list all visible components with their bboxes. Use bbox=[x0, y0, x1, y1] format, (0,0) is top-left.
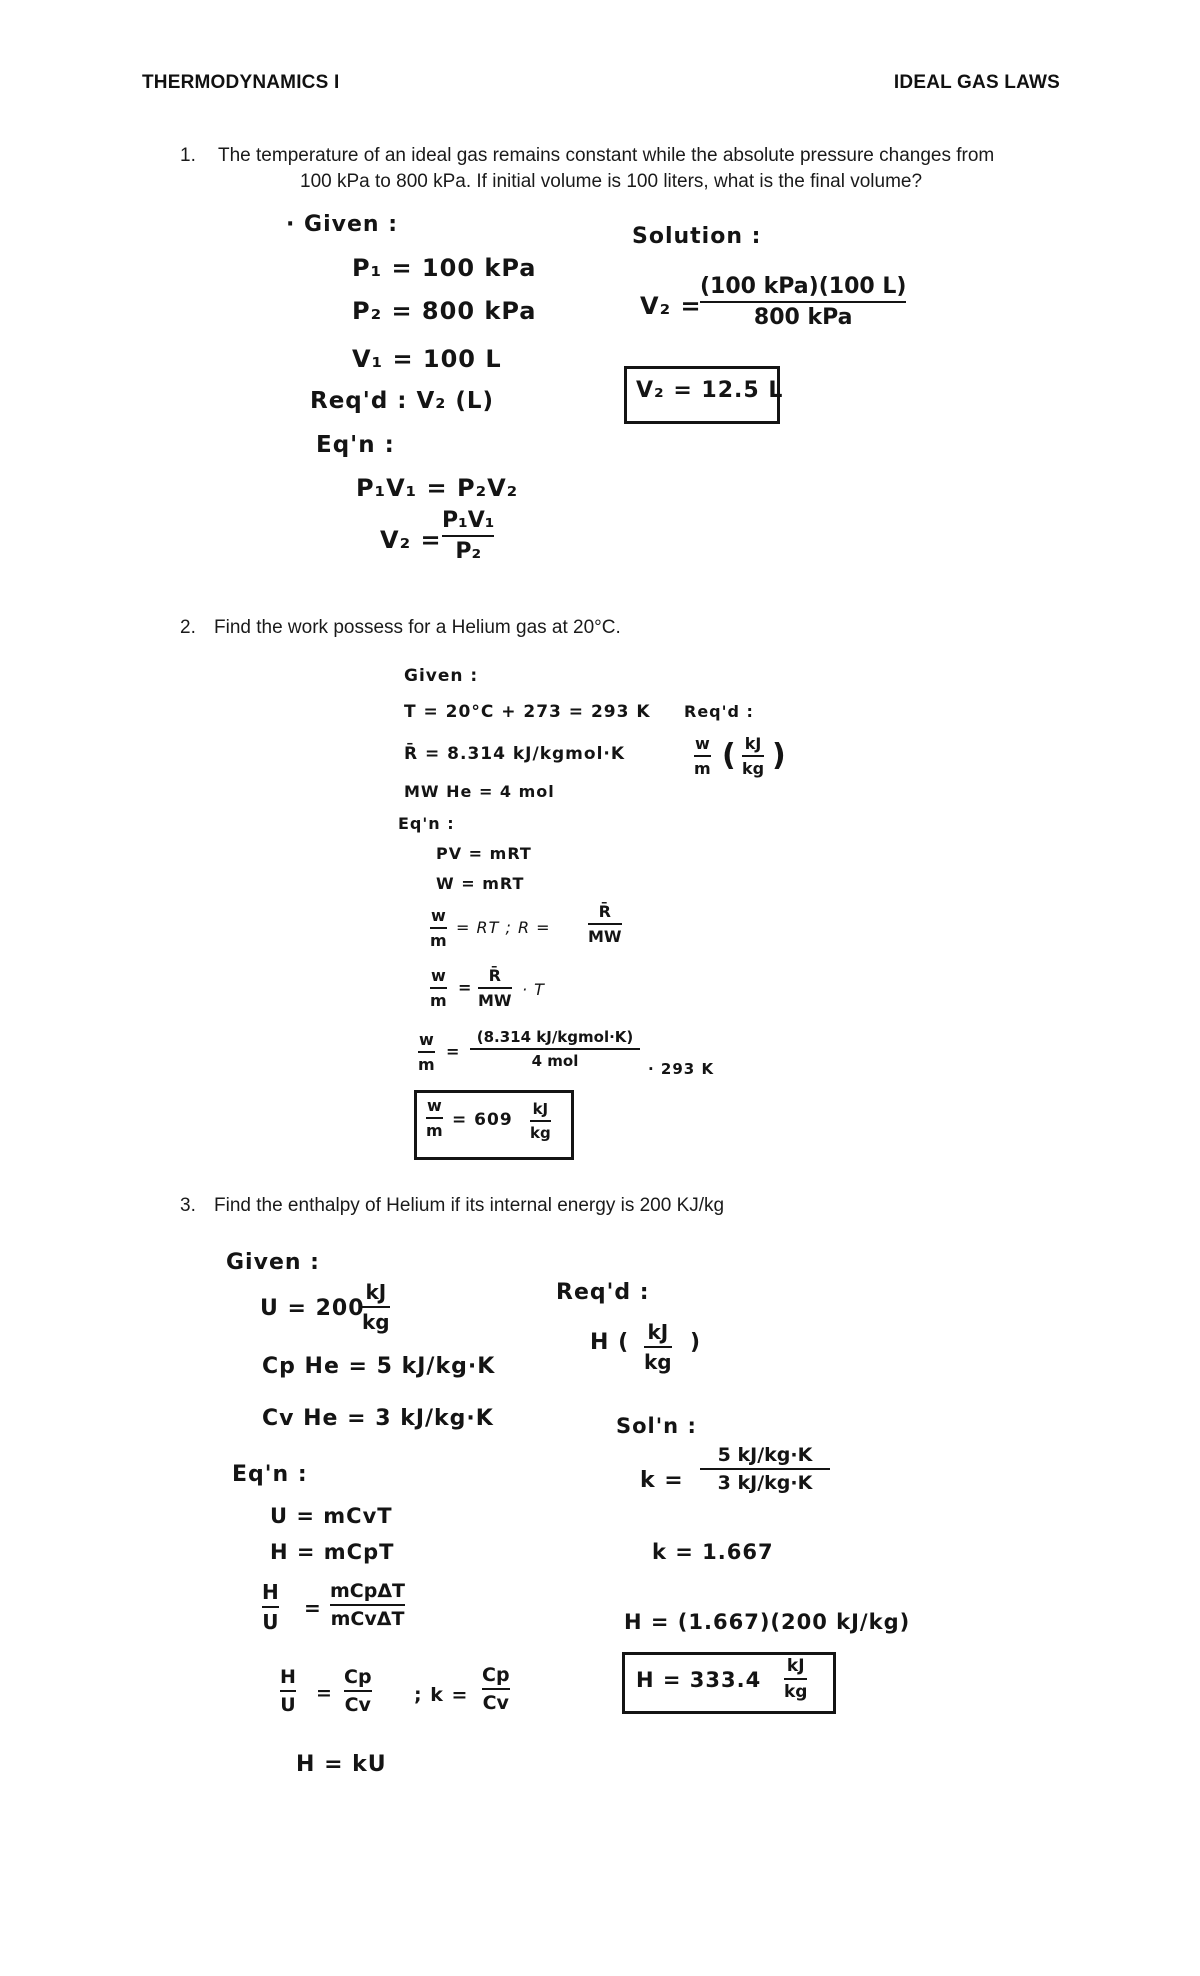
p3-k-den: 3 kJ/kg·K bbox=[717, 1472, 813, 1494]
p3-eqn-5: H = kU bbox=[296, 1752, 387, 1777]
fraction-bar bbox=[430, 987, 447, 989]
p3-answer-unit bbox=[784, 1656, 807, 1702]
p3-eqn-1: U = mCvT bbox=[270, 1504, 393, 1528]
problem-3-text: Find the enthalpy of Helium if its internal energy is 200 KJ/kg bbox=[214, 1195, 725, 1216]
p2-reqd-unit bbox=[742, 734, 764, 778]
p3-given-u-unit-den: kg bbox=[362, 1310, 390, 1334]
p1-eqn-1: P₁V₁ = P₂V₂ bbox=[356, 474, 519, 502]
fraction-bar bbox=[784, 1678, 807, 1680]
problem-2-text: Find the work possess for a Helium gas at 20°C. bbox=[214, 617, 621, 638]
p3-eqn-4-knum: Cp bbox=[482, 1664, 510, 1686]
p1-solution-label: Solution : bbox=[632, 224, 762, 249]
p1-given-p1: P₁ = 100 kPa bbox=[352, 254, 537, 282]
fraction-bar bbox=[700, 301, 906, 303]
p2-eqn-3-lhs bbox=[430, 906, 447, 950]
p3-answer-value: H = 333.4 bbox=[636, 1668, 762, 1692]
p3-k-lhs: k = bbox=[640, 1468, 684, 1493]
p1-given-p2: P₂ = 800 kPa bbox=[352, 297, 537, 325]
p3-eqn-label: Eq'n : bbox=[232, 1462, 308, 1487]
p2-reqd-unit-num: kJ bbox=[744, 734, 762, 753]
p2-given-mw: MW He = 4 mol bbox=[404, 782, 555, 801]
p2-eqn-3-r bbox=[588, 902, 622, 946]
p3-given-cv: Cv He = 3 kJ/kg·K bbox=[262, 1406, 494, 1431]
p3-k-value: k = 1.667 bbox=[652, 1540, 774, 1564]
p3-eqn-4-rden: Cv bbox=[344, 1694, 371, 1716]
p1-eqn-label: Eq'n : bbox=[316, 432, 395, 458]
p2-eqn-4-eq: = bbox=[458, 978, 473, 997]
p1-eqn-2-numerator: P₁V₁ bbox=[442, 508, 495, 533]
p2-answer-unit-num: kJ bbox=[532, 1100, 549, 1118]
problem-1-line-1: The temperature of an ideal gas remains constant while the absolute pressure changes from bbox=[218, 145, 995, 166]
p2-reqd-lhs-num: w bbox=[694, 734, 710, 753]
p3-reqd-label: Req'd : bbox=[556, 1280, 650, 1305]
p2-eqn-label: Eq'n : bbox=[398, 814, 455, 833]
p3-eqn-4-num: H bbox=[280, 1666, 296, 1688]
p2-eqn-5-tail: · 293 K bbox=[648, 1060, 715, 1078]
p3-eqn-4-den: U bbox=[280, 1694, 296, 1716]
fraction-bar bbox=[280, 1690, 296, 1692]
p2-eqn-4-rnum: R̄ bbox=[488, 966, 501, 985]
p2-eqn-5-sden: 4 mol bbox=[531, 1052, 579, 1070]
p2-eqn-4-r bbox=[478, 966, 512, 1010]
header-course-title: THERMODYNAMICS I bbox=[142, 72, 340, 93]
p1-given-v1: V₁ = 100 L bbox=[352, 345, 502, 373]
p2-eqn-5-eq: = bbox=[446, 1042, 461, 1061]
p2-answer-den: m bbox=[426, 1121, 443, 1140]
p1-eqn-2-denominator: P₂ bbox=[455, 539, 482, 564]
p3-answer-unit-num: kJ bbox=[786, 1656, 805, 1676]
fraction-bar bbox=[426, 1117, 443, 1119]
p2-answer-num: w bbox=[426, 1096, 442, 1115]
p3-eqn-4-eq: = bbox=[316, 1682, 333, 1704]
p2-answer-lhs bbox=[426, 1096, 443, 1140]
p2-eqn-3-rnum: R̄ bbox=[598, 902, 611, 921]
p3-reqd-unit-num: kJ bbox=[647, 1320, 669, 1344]
fraction-bar bbox=[694, 755, 711, 757]
p1-sol-denominator: 800 kPa bbox=[753, 305, 853, 330]
p3-eqn-4-rnum: Cp bbox=[344, 1666, 372, 1688]
p1-reqd: Req'd : V₂ (L) bbox=[310, 388, 495, 414]
p2-reqd-lhs-den: m bbox=[694, 759, 711, 778]
p2-eqn-5-lhs bbox=[418, 1030, 435, 1074]
p2-given-r: R̄ = 8.314 kJ/kgmol·K bbox=[404, 744, 626, 764]
p2-eqn-3-num: w bbox=[430, 906, 446, 925]
p2-eqn-3-den: m bbox=[430, 931, 447, 950]
p2-answer-unit bbox=[530, 1100, 551, 1142]
p2-eqn-1: PV = mRT bbox=[436, 844, 532, 863]
p1-eqn-2-fraction bbox=[442, 508, 494, 564]
p2-reqd-label: Req'd : bbox=[684, 702, 754, 721]
problem-3-number: 3. bbox=[180, 1195, 196, 1216]
problem-1-line-2: 100 kPa to 800 kPa. If initial volume is 100 liters, what is the final volume? bbox=[300, 171, 923, 192]
p3-eqn-4-r bbox=[344, 1666, 372, 1716]
fraction-bar bbox=[470, 1048, 640, 1050]
p3-reqd-close: ) bbox=[690, 1330, 702, 1355]
p2-eqn-3-mid: = RT ; R = bbox=[456, 918, 551, 937]
p2-reqd-lhs bbox=[694, 734, 711, 778]
p3-eqn-4-kden: Cv bbox=[482, 1692, 509, 1714]
problem-1-statement bbox=[180, 143, 1080, 195]
p2-eqn-5-r bbox=[470, 1028, 640, 1070]
fraction-bar bbox=[330, 1604, 405, 1606]
fraction-bar bbox=[430, 927, 447, 929]
p3-eqn-3-r bbox=[330, 1580, 405, 1630]
p2-eqn-5-snum: (8.314 kJ/kgmol·K) bbox=[476, 1028, 634, 1046]
p2-given-t: T = 20°C + 273 = 293 K bbox=[404, 702, 651, 722]
fraction-bar bbox=[442, 535, 494, 537]
p2-eqn-4-num: w bbox=[430, 966, 446, 985]
p3-k-fraction bbox=[700, 1444, 830, 1494]
fraction-bar bbox=[262, 1606, 279, 1608]
p3-reqd-unit bbox=[644, 1320, 672, 1374]
p3-eqn-3-rnum: mCpΔT bbox=[330, 1580, 406, 1602]
p3-given-u-unit-num: kJ bbox=[365, 1280, 387, 1304]
fraction-bar bbox=[700, 1468, 830, 1470]
p2-eqn-3-rden: MW bbox=[588, 927, 622, 946]
header-topic-title: IDEAL GAS LAWS bbox=[893, 72, 1060, 93]
p3-h-calc: H = (1.667)(200 kJ/kg) bbox=[624, 1610, 911, 1634]
p1-given-label: · Given : bbox=[286, 212, 398, 237]
p1-sol-lhs: V₂ = bbox=[640, 292, 702, 320]
fraction-bar bbox=[478, 987, 512, 989]
fraction-bar bbox=[644, 1346, 672, 1348]
p2-eqn-4-den: m bbox=[430, 991, 447, 1010]
p2-eqn-4-rden: MW bbox=[478, 991, 512, 1010]
p3-eqn-4-lhs bbox=[280, 1666, 296, 1716]
p2-given-label: Given : bbox=[404, 666, 479, 686]
p3-eqn-2: H = mCpT bbox=[270, 1540, 395, 1564]
p3-k-num: 5 kJ/kg·K bbox=[717, 1444, 813, 1466]
p2-answer-value: = 609 bbox=[452, 1110, 513, 1130]
p3-eqn-4-k bbox=[482, 1664, 510, 1714]
p2-reqd-paren-close: ) bbox=[772, 738, 787, 773]
p2-answer-unit-den: kg bbox=[530, 1124, 551, 1142]
p2-eqn-5-num: w bbox=[418, 1030, 434, 1049]
p3-eqn-3-num: H bbox=[262, 1580, 279, 1604]
p1-answer: V₂ = 12.5 L bbox=[636, 378, 784, 403]
p3-eqn-3-eq: = bbox=[304, 1596, 322, 1620]
p2-eqn-4-tail: · T bbox=[522, 980, 545, 999]
p3-given-u-unit bbox=[362, 1280, 390, 1334]
p3-given-u: U = 200 bbox=[260, 1296, 365, 1321]
p3-eqn-3-rden: mCvΔT bbox=[330, 1608, 405, 1630]
fraction-bar bbox=[418, 1051, 435, 1053]
p3-reqd-unit-den: kg bbox=[644, 1350, 672, 1374]
fraction-bar bbox=[344, 1690, 372, 1692]
p2-eqn-5-den: m bbox=[418, 1055, 435, 1074]
fraction-bar bbox=[530, 1120, 551, 1122]
problem-3-statement bbox=[180, 1193, 1080, 1219]
p3-given-label: Given : bbox=[226, 1250, 320, 1275]
fraction-bar bbox=[482, 1688, 510, 1690]
p2-eqn-2: W = mRT bbox=[436, 874, 525, 893]
problem-1-number: 1. bbox=[180, 145, 196, 166]
problem-2-number: 2. bbox=[180, 617, 196, 638]
p3-eqn-3-den: U bbox=[262, 1610, 279, 1634]
p3-eqn-4-mid: ; k = bbox=[414, 1684, 469, 1706]
fraction-bar bbox=[362, 1306, 390, 1308]
p3-reqd-h: H ( bbox=[590, 1330, 630, 1355]
p1-sol-fraction bbox=[700, 274, 906, 330]
p2-reqd-paren-open: ( bbox=[722, 738, 737, 773]
p3-eqn-3-lhs bbox=[262, 1580, 279, 1634]
p3-answer-unit-den: kg bbox=[784, 1682, 808, 1702]
p2-reqd-unit-den: kg bbox=[742, 759, 765, 778]
p1-eqn-2-lhs: V₂ = bbox=[380, 526, 442, 554]
fraction-bar bbox=[588, 923, 622, 925]
p2-eqn-4-lhs bbox=[430, 966, 447, 1010]
fraction-bar bbox=[742, 755, 764, 757]
problem-2-statement bbox=[180, 615, 1080, 641]
p3-given-cp: Cp He = 5 kJ/kg·K bbox=[262, 1354, 496, 1379]
p3-soln-label: Sol'n : bbox=[616, 1414, 697, 1438]
p1-sol-numerator: (100 kPa)(100 L) bbox=[700, 274, 907, 299]
